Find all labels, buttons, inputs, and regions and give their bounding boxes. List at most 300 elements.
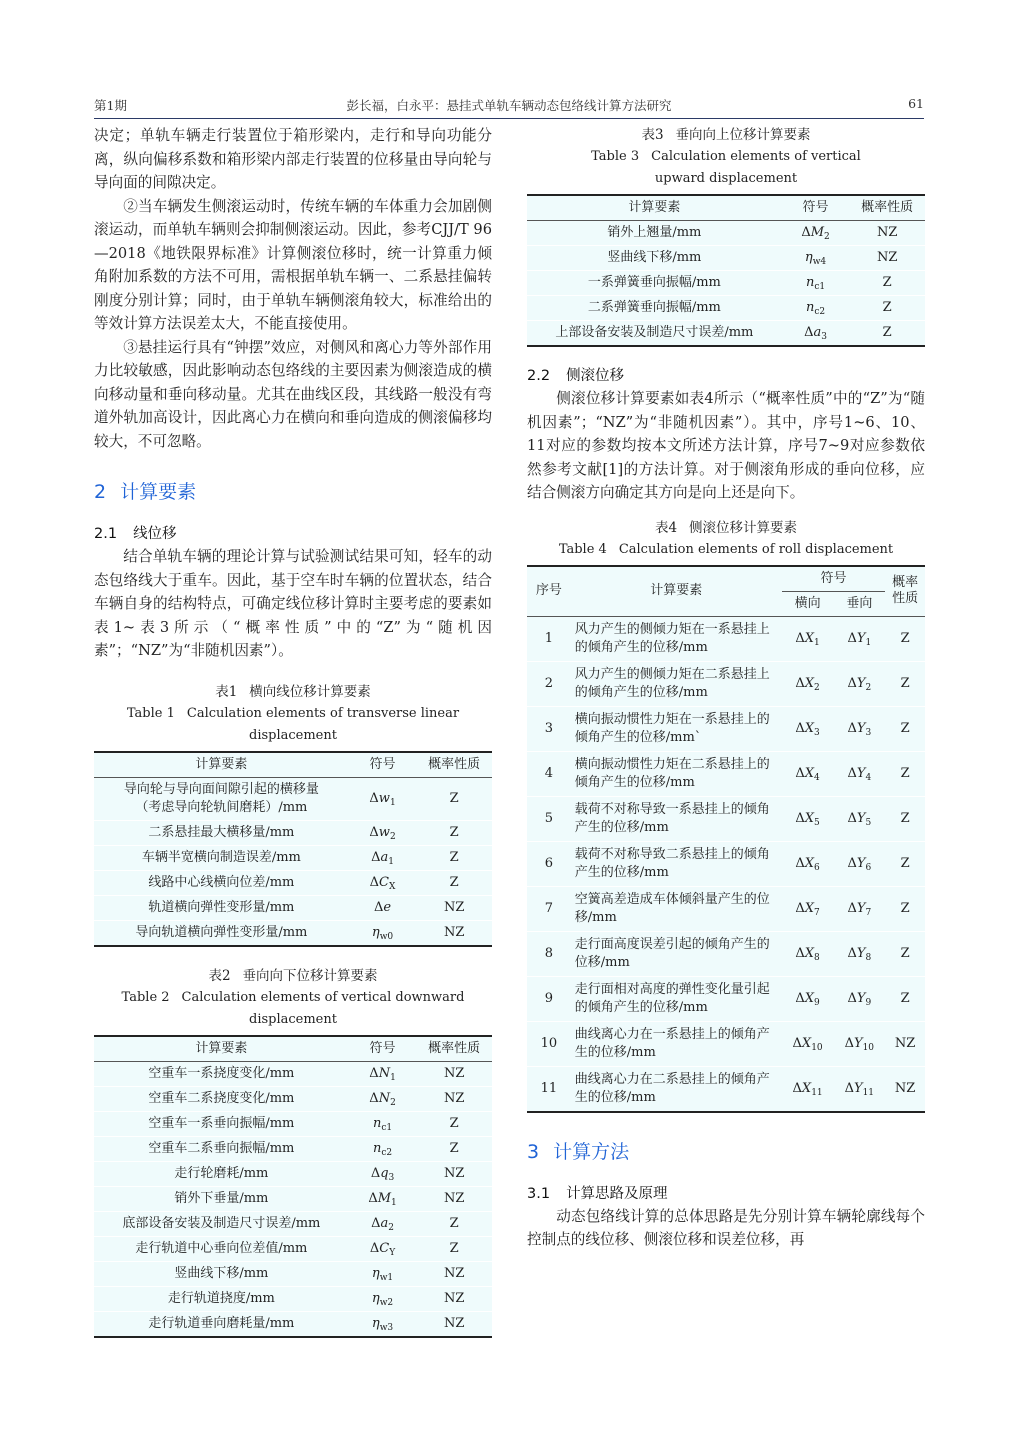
element-cell [94, 1111, 349, 1136]
nature-cell: NZ [416, 1161, 492, 1186]
index-cell: 10 [527, 1021, 571, 1066]
table-row [94, 1086, 492, 1111]
symbol [370, 875, 396, 890]
symbol-subscript: 1 [391, 1197, 397, 1208]
table-row [94, 777, 492, 820]
table-row [527, 616, 925, 661]
symbol-main: a [813, 325, 822, 340]
element-text: 二系悬挂最大横移量/mm [148, 824, 295, 840]
element-text: 导向轨道横向弹性变形量/mm [135, 924, 308, 940]
element-cell [527, 296, 782, 321]
symbol-cell [349, 1211, 417, 1236]
table-row [527, 1066, 925, 1112]
nature-cell: NZ [416, 1261, 492, 1286]
delta-symbol: Δ [368, 1190, 378, 1206]
symbol-main: X [804, 990, 815, 1006]
symbol-subscript: 8 [865, 952, 872, 963]
symbol-main: N [378, 1065, 391, 1081]
symbol-cell [349, 1061, 417, 1086]
table3 [527, 194, 925, 347]
delta-symbol: Δ [795, 945, 805, 961]
table-row [527, 886, 925, 931]
symbol [369, 825, 395, 840]
vertical-symbol-cell [833, 886, 885, 931]
symbol-cell [349, 1236, 417, 1261]
symbol [847, 946, 871, 961]
table4-caption-en: Table 4 Calculation elements of roll displacement [558, 541, 894, 557]
symbol-cell [782, 321, 850, 347]
symbol [370, 1241, 395, 1256]
delta-symbol: Δ [847, 900, 857, 916]
table-row [527, 296, 925, 321]
element-cell [94, 870, 349, 895]
spacer [527, 347, 925, 365]
column-header: 符号 [782, 195, 850, 221]
symbol-main: η [371, 1315, 380, 1331]
symbol-main: w [378, 790, 390, 806]
column-header-lateral: 横向 [782, 591, 834, 616]
table-row [94, 1111, 492, 1136]
spacer [94, 663, 492, 681]
symbol [847, 631, 871, 646]
nature-cell: Z [885, 931, 925, 976]
symbol [369, 1091, 396, 1106]
nature-cell: Z [416, 870, 492, 895]
symbol-main: C [379, 1240, 390, 1256]
symbol-subscript: 1 [390, 1072, 396, 1083]
table1-caption-en: Table 1 Calculation elements of transverse linear displacement [126, 705, 460, 743]
delta-symbol: Δ [369, 1240, 380, 1256]
table-row [527, 271, 925, 296]
symbol-cell [349, 870, 417, 895]
element-cell: 载荷不对称导致二系悬挂上的倾角产生的位移/mm [571, 841, 782, 886]
symbol-subscript: 10 [862, 1042, 875, 1053]
column-header: 符号 [349, 1036, 417, 1062]
section-heading-3 [527, 1139, 925, 1165]
element-text: 一系弹簧垂向振幅/mm [587, 275, 721, 290]
table-row [527, 321, 925, 347]
symbol-subscript: 2 [865, 682, 872, 693]
column-header-index: 序号 [527, 566, 571, 617]
vertical-symbol-cell [833, 751, 885, 796]
symbol-subscript: w1 [379, 1272, 394, 1283]
vertical-symbol-cell [833, 841, 885, 886]
delta-symbol: Δ [792, 1035, 802, 1051]
symbol-cell [349, 1186, 417, 1211]
table2-caption-en: Table 2 Calculation elements of vertical downward displacement [121, 989, 465, 1027]
symbol-cell [349, 920, 417, 946]
column-header: 计算要素 [94, 1036, 349, 1062]
symbol-main: η [371, 1265, 380, 1281]
delta-symbol: Δ [369, 790, 379, 806]
symbol-main: η [804, 250, 813, 265]
symbol-main: e [383, 899, 392, 915]
nature-cell: Z [416, 1236, 492, 1261]
nature-cell: Z [416, 1211, 492, 1236]
symbol-main: Y [853, 1080, 863, 1096]
delta-symbol: Δ [795, 990, 805, 1006]
index-cell: 2 [527, 661, 571, 706]
table3-block [527, 124, 925, 347]
symbol-subscript: 3 [821, 332, 827, 342]
index-cell: 8 [527, 931, 571, 976]
symbol-subscript: 4 [865, 772, 872, 783]
symbol-main: q [380, 1165, 389, 1181]
element-cell [94, 920, 349, 946]
table-row [527, 221, 925, 246]
symbol-subscript: 7 [814, 907, 820, 918]
delta-symbol: Δ [847, 855, 857, 871]
nature-cell: Z [885, 706, 925, 751]
symbol [847, 811, 871, 826]
element-cell: 曲线离心力在二系悬挂上的倾角产生的位移/mm [571, 1066, 782, 1112]
symbol-main: Y [856, 945, 866, 961]
table-row [527, 931, 925, 976]
paragraph: ②当车辆发生侧滚运动时，传统车辆的车体重力会加剧侧滚运动，而单轨车辆则会抑制侧滚运动。因此，参考CJJ/T 96—2018《地铁限界标准》计算侧滚位移时，统一计算重力倾角附加系数的方法不可用，需根据单轨车辆一、二系悬挂偏转刚度分别计算；同时，由于单轨车辆侧滚角较大，标准给出的等效计算方法误差太大，不能直接使用。 [94, 197, 492, 332]
element-cell [94, 1236, 349, 1261]
symbol-main: M [810, 225, 825, 240]
symbol-subscript: c1 [814, 282, 826, 292]
subsection-number: 2.2 [527, 368, 551, 384]
delta-symbol: Δ [792, 1080, 802, 1096]
lateral-symbol-cell [782, 1021, 834, 1066]
table-row [527, 1021, 925, 1066]
element-text: 竖曲线下移/mm [174, 1265, 269, 1281]
element-text: 走行轨道挠度/mm [167, 1290, 275, 1306]
symbol [847, 721, 871, 736]
symbol-subscript: c1 [381, 1122, 393, 1133]
symbol-subscript: 1 [388, 856, 394, 867]
delta-symbol: Δ [847, 810, 857, 826]
symbol-main: M [377, 1190, 392, 1206]
table-row [527, 706, 925, 751]
symbol-cell [782, 221, 850, 246]
paragraph: ③悬挂运行具有“钟摆”效应，对侧风和离心力等外部作用力比较敏感，因此影响动态包络线的主要因素为侧滚造成的横向移动量和垂向移动量。尤其在曲线区段，其线路一般没有弯道外轨加高设计，因此离心力在横向和垂向造成的侧滚偏移均较大，不可忽略。 [94, 338, 492, 450]
symbol-main: X [801, 1080, 812, 1096]
spacer [94, 505, 492, 523]
column-header-vertical: 垂向 [833, 591, 885, 616]
nature-cell: Z [885, 886, 925, 931]
element-cell [94, 1136, 349, 1161]
element-cell [94, 1186, 349, 1211]
vertical-symbol-cell [833, 1066, 885, 1112]
symbol-main: X [804, 810, 815, 826]
table-row [527, 841, 925, 886]
symbol-main: X [804, 765, 815, 781]
symbol-subscript: 6 [865, 862, 872, 873]
table-row [94, 1311, 492, 1337]
table1 [94, 751, 492, 947]
element-cell: 风力产生的侧倾力矩在二系悬挂上的倾角产生的位移/mm [571, 661, 782, 706]
element-cell: 空簧高差造成车体倾斜量产生的位移/mm [571, 886, 782, 931]
left-column [94, 124, 492, 1338]
symbol [793, 1081, 823, 1096]
symbol [795, 811, 819, 826]
symbol-subscript: 4 [814, 772, 820, 783]
table4-caption-cn: 表4 侧滚位移计算要素 [654, 519, 798, 536]
subsection-heading-2-1 [94, 523, 492, 545]
element-text: 空重车一系挠度变化/mm [148, 1065, 295, 1081]
column-header: 符号 [349, 752, 417, 778]
delta-symbol: Δ [801, 225, 811, 240]
symbol-subscript: 6 [814, 862, 820, 873]
symbol [372, 1291, 393, 1306]
element-text: 竖曲线下移/mm [607, 250, 702, 265]
spacer [94, 947, 492, 965]
symbol [369, 791, 395, 806]
symbol-main: Y [856, 810, 866, 826]
element-cell [94, 1211, 349, 1236]
table4-block [527, 517, 925, 1113]
lateral-symbol-cell [782, 886, 834, 931]
symbol-main: Y [856, 990, 866, 1006]
delta-symbol: Δ [369, 1090, 379, 1106]
delta-symbol: Δ [804, 325, 814, 340]
symbol-cell [349, 1111, 417, 1136]
vertical-symbol-cell [833, 661, 885, 706]
nature-cell: Z [416, 1111, 492, 1136]
symbol [805, 250, 826, 265]
delta-symbol: Δ [795, 630, 805, 646]
subsection-heading-2-2 [527, 365, 925, 387]
column-header-element: 计算要素 [571, 566, 782, 617]
spacer [94, 453, 492, 479]
section-number: 3 [527, 1140, 540, 1163]
symbol [371, 1216, 394, 1231]
vertical-symbol-cell [833, 796, 885, 841]
symbol-subscript: 2 [389, 831, 396, 842]
nature-cell: NZ [416, 1311, 492, 1337]
symbol-main: w [378, 824, 390, 840]
symbol-main: η [371, 924, 380, 940]
symbol-subscript: 2 [390, 1097, 396, 1108]
delta-symbol: Δ [371, 849, 381, 865]
delta-symbol: Δ [844, 1080, 854, 1096]
element-text: 走行轮磨耗/mm [174, 1165, 269, 1181]
nature-cell: NZ [416, 1086, 492, 1111]
symbol-main: Y [856, 630, 866, 646]
symbol-subscript: 1 [389, 797, 396, 808]
element-text: 二系弹簧垂向振幅/mm [587, 300, 721, 315]
nature-cell: Z [885, 841, 925, 886]
delta-symbol: Δ [370, 1165, 381, 1181]
symbol [372, 1266, 393, 1281]
symbol-main: a [380, 1215, 389, 1231]
symbol-cell [349, 777, 417, 820]
lateral-symbol-cell [782, 841, 834, 886]
nature-cell: NZ [885, 1066, 925, 1112]
nature-cell: Z [885, 751, 925, 796]
index-cell: 3 [527, 706, 571, 751]
symbol [369, 1066, 396, 1081]
delta-symbol: Δ [847, 990, 857, 1006]
symbol-subscript: 1 [814, 637, 820, 648]
column-header: 概率性质 [416, 1036, 492, 1062]
table-row [527, 661, 925, 706]
delta-symbol: Δ [369, 824, 379, 840]
symbol-cell [349, 845, 417, 870]
section-number: 2 [94, 481, 107, 503]
symbol [371, 850, 394, 865]
symbol [373, 1116, 392, 1131]
symbol-main: n [805, 275, 815, 290]
symbol-subscript: 3 [814, 727, 820, 738]
element-cell [527, 271, 782, 296]
right-column [527, 124, 925, 1252]
delta-symbol: Δ [795, 720, 805, 736]
symbol [847, 766, 871, 781]
element-cell [94, 1286, 349, 1311]
element-text: 销外上翘量/mm [607, 225, 702, 240]
lateral-symbol-cell [782, 706, 834, 751]
delta-symbol: Δ [795, 855, 805, 871]
column-header: 概率性质 [416, 752, 492, 778]
symbol [847, 676, 871, 691]
symbol-main: Y [856, 765, 866, 781]
symbol-subscript: X [389, 881, 396, 892]
element-cell [527, 321, 782, 347]
symbol-subscript: w0 [379, 931, 394, 942]
spacer [527, 1165, 925, 1183]
symbol [847, 901, 871, 916]
table-row [94, 870, 492, 895]
nature-cell: Z [885, 616, 925, 661]
symbol-main: X [804, 900, 815, 916]
element-text: 轨道横向弹性变形量/mm [148, 899, 295, 915]
delta-symbol: Δ [795, 765, 805, 781]
symbol [845, 1036, 874, 1051]
element-cell: 横向振动惯性力矩在二系悬挂上的倾角产生的位移/mm [571, 751, 782, 796]
lateral-symbol-cell [782, 976, 834, 1021]
element-cell [94, 777, 349, 820]
element-text: 走行轨道垂向磨耗量/mm [148, 1315, 295, 1331]
index-cell: 1 [527, 616, 571, 661]
symbol [806, 300, 825, 315]
index-cell: 4 [527, 751, 571, 796]
lateral-symbol-cell [782, 661, 834, 706]
subsection-number: 2.1 [94, 526, 118, 542]
symbol-subscript: w2 [379, 1297, 394, 1308]
delta-symbol: Δ [371, 1215, 381, 1231]
symbol [795, 946, 819, 961]
nature-cell: Z [849, 296, 925, 321]
symbol-main: X [804, 720, 815, 736]
element-text: 线路中心线横向位差/mm [148, 874, 295, 890]
element-cell [94, 1261, 349, 1286]
table-row [527, 976, 925, 1021]
table-row [94, 820, 492, 845]
spacer [527, 1113, 925, 1139]
delta-symbol: Δ [847, 765, 857, 781]
nature-cell: Z [885, 796, 925, 841]
running-header [94, 96, 924, 116]
symbol-cell [782, 246, 850, 271]
delta-symbol: Δ [847, 630, 857, 646]
nature-cell: NZ [416, 1286, 492, 1311]
symbol [368, 1191, 396, 1206]
column-header: 概率性质 [849, 195, 925, 221]
table-row [94, 895, 492, 920]
symbol [795, 901, 819, 916]
symbol-subscript: 5 [814, 817, 820, 828]
subsection-title: 线位移 [133, 526, 177, 542]
table-row [94, 1186, 492, 1211]
symbol-main: a [380, 849, 389, 865]
element-cell [527, 221, 782, 246]
symbol-subscript: 3 [865, 727, 872, 738]
symbol-cell [782, 296, 850, 321]
nature-cell: NZ [416, 920, 492, 946]
table-row [94, 1136, 492, 1161]
symbol-main: Y [856, 855, 866, 871]
symbol-subscript: w3 [379, 1322, 394, 1333]
lateral-symbol-cell [782, 931, 834, 976]
symbol-main: n [805, 300, 815, 315]
symbol-main: Y [853, 1035, 863, 1051]
vertical-symbol-cell [833, 976, 885, 1021]
paragraph: 动态包络线计算的总体思路是先分别计算车辆轮廓线每个控制点的线位移、侧滚位移和误差位移，再 [527, 1207, 925, 1248]
element-cell [94, 1061, 349, 1086]
table-row [94, 1061, 492, 1086]
table2-block [94, 965, 492, 1338]
element-text: 导向轮与导向面间隙引起的横移量 [123, 781, 319, 797]
page-number: 61 [908, 96, 924, 111]
element-cell [94, 1161, 349, 1186]
index-cell: 11 [527, 1066, 571, 1112]
element-text: 空重车二系挠度变化/mm [148, 1090, 295, 1106]
column-header-nature: 概率性质 [885, 566, 925, 617]
delta-symbol: Δ [369, 874, 380, 890]
symbol [795, 991, 819, 1006]
symbol-subscript: 10 [811, 1042, 823, 1053]
element-text: 销外下垂量/mm [174, 1190, 269, 1206]
element-text: 空重车二系垂向振幅/mm [148, 1140, 295, 1156]
lateral-symbol-cell [782, 1066, 834, 1112]
symbol-subscript: w4 [812, 257, 827, 267]
nature-cell: NZ [885, 1021, 925, 1066]
element-text: 上部设备安装及制造尺寸误差/mm [555, 325, 754, 340]
nature-cell: Z [416, 777, 492, 820]
lateral-symbol-cell [782, 616, 834, 661]
nature-cell: NZ [849, 246, 925, 271]
element-cell: 载荷不对称导致一系悬挂上的倾角产生的位移/mm [571, 796, 782, 841]
symbol-cell [349, 1286, 417, 1311]
table-row [527, 246, 925, 271]
table2 [94, 1035, 492, 1338]
element-text: 空重车一系垂向振幅/mm [148, 1115, 295, 1131]
table-row [94, 1261, 492, 1286]
header-rule [94, 118, 924, 119]
symbol-cell [349, 1161, 417, 1186]
running-title: 彭长福，白永平：悬挂式单轨车辆动态包络线计算方法研究 [346, 98, 672, 113]
delta-symbol: Δ [795, 810, 805, 826]
delta-symbol: Δ [847, 675, 857, 691]
symbol-subscript: 9 [814, 997, 820, 1008]
table4 [527, 565, 925, 1113]
symbol-subscript: 2 [388, 1222, 394, 1233]
symbol [372, 1316, 393, 1331]
table-row [94, 1236, 492, 1261]
paragraph: 结合单轨车辆的理论计算与试验测试结果可知，轻车的动态包络线大于重车。因此，基于空车时车辆的位置状态，结合车辆自身的结构特点，可确定线位移计算时主要考虑的要素如表1~表3所示（“概率性质”中的“Z”为“随机因素”；“NZ”为“非随机因素”）。 [94, 548, 492, 659]
symbol-main: X [801, 1035, 812, 1051]
symbol-subscript: 1 [865, 637, 872, 648]
symbol [795, 856, 819, 871]
symbol-cell [349, 1136, 417, 1161]
subsection-title: 计算思路及原理 [566, 1185, 668, 1202]
delta-symbol: Δ [847, 945, 857, 961]
symbol-main: N [378, 1090, 391, 1106]
symbol [801, 225, 829, 240]
